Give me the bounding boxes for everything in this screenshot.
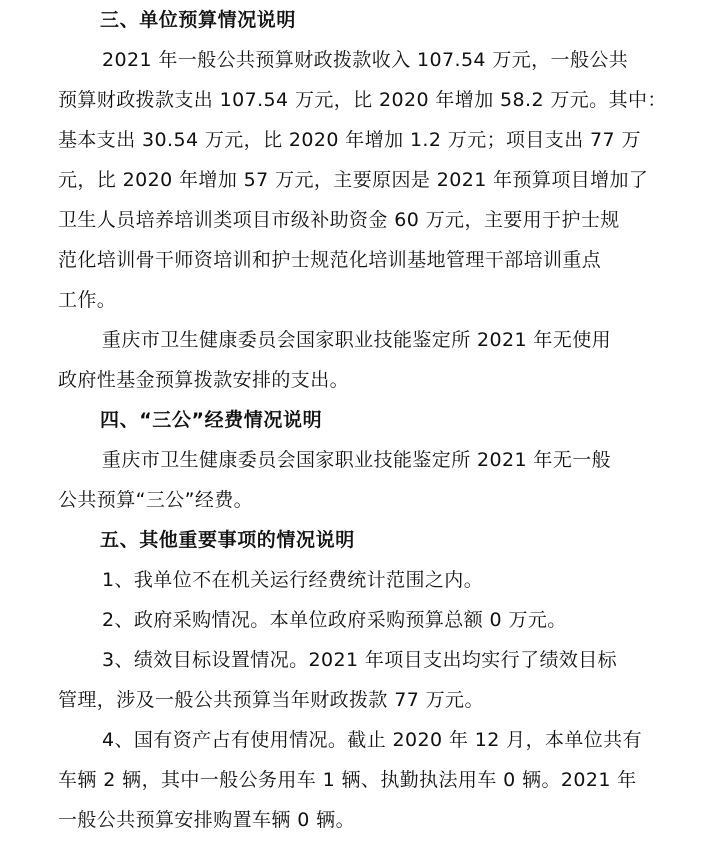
section-heading-three-public: 四、“三公”经费情况说明 <box>100 409 323 431</box>
paragraph-line: 元，比 2020 年增加 57 万元，主要原因是 2021 年预算项目增加了 <box>58 169 649 191</box>
section-heading-other-matters: 五、其他重要事项的情况说明 <box>100 529 355 551</box>
list-item-line: 一般公共预算安排购置车辆 0 辆。 <box>58 809 355 831</box>
paragraph-line: 工作。 <box>58 289 117 311</box>
paragraph-line: 2021 年一般公共预算财政拨款收入 107.54 万元，一般公共 <box>102 49 629 71</box>
list-item-line: 2、政府采购情况。本单位政府采购预算总额 0 万元。 <box>102 609 567 631</box>
section-heading-budget: 三、单位预算情况说明 <box>100 9 297 31</box>
paragraph-line: 卫生人员培养培训类项目市级补助资金 60 万元，主要用于护士规 <box>58 209 620 231</box>
paragraph-line: 预算财政拨款支出 107.54 万元，比 2020 年增加 58.2 万元。其中： <box>58 89 667 111</box>
paragraph-line: 基本支出 30.54 万元，比 2020 年增加 1.2 万元；项目支出 77 万 <box>58 129 641 151</box>
paragraph-line: 范化培训骨干师资培训和护士规范化培训基地管理干部培训重点 <box>58 249 602 271</box>
list-item-line: 1、我单位不在机关运行经费统计范围之内。 <box>102 569 484 591</box>
paragraph-line: 重庆市卫生健康委员会国家职业技能鉴定所 2021 年无一般 <box>102 449 612 471</box>
list-item-line: 3、绩效目标设置情况。2021 年项目支出均实行了绩效目标 <box>102 649 618 671</box>
paragraph-line: 重庆市卫生健康委员会国家职业技能鉴定所 2021 年无使用 <box>102 329 612 351</box>
paragraph-line: 政府性基金预算拨款安排的支出。 <box>58 369 350 391</box>
paragraph-line: 公共预算“三公”经费。 <box>58 489 254 511</box>
list-item-line: 管理，涉及一般公共预算当年财政拨款 77 万元。 <box>58 689 484 711</box>
list-item-line: 4、国有资产占有使用情况。截止 2020 年 12 月，本单位共有 <box>102 729 642 751</box>
list-item-line: 车辆 2 辆，其中一般公务用车 1 辆、执勤执法用车 0 辆。2021 年 <box>58 769 637 791</box>
